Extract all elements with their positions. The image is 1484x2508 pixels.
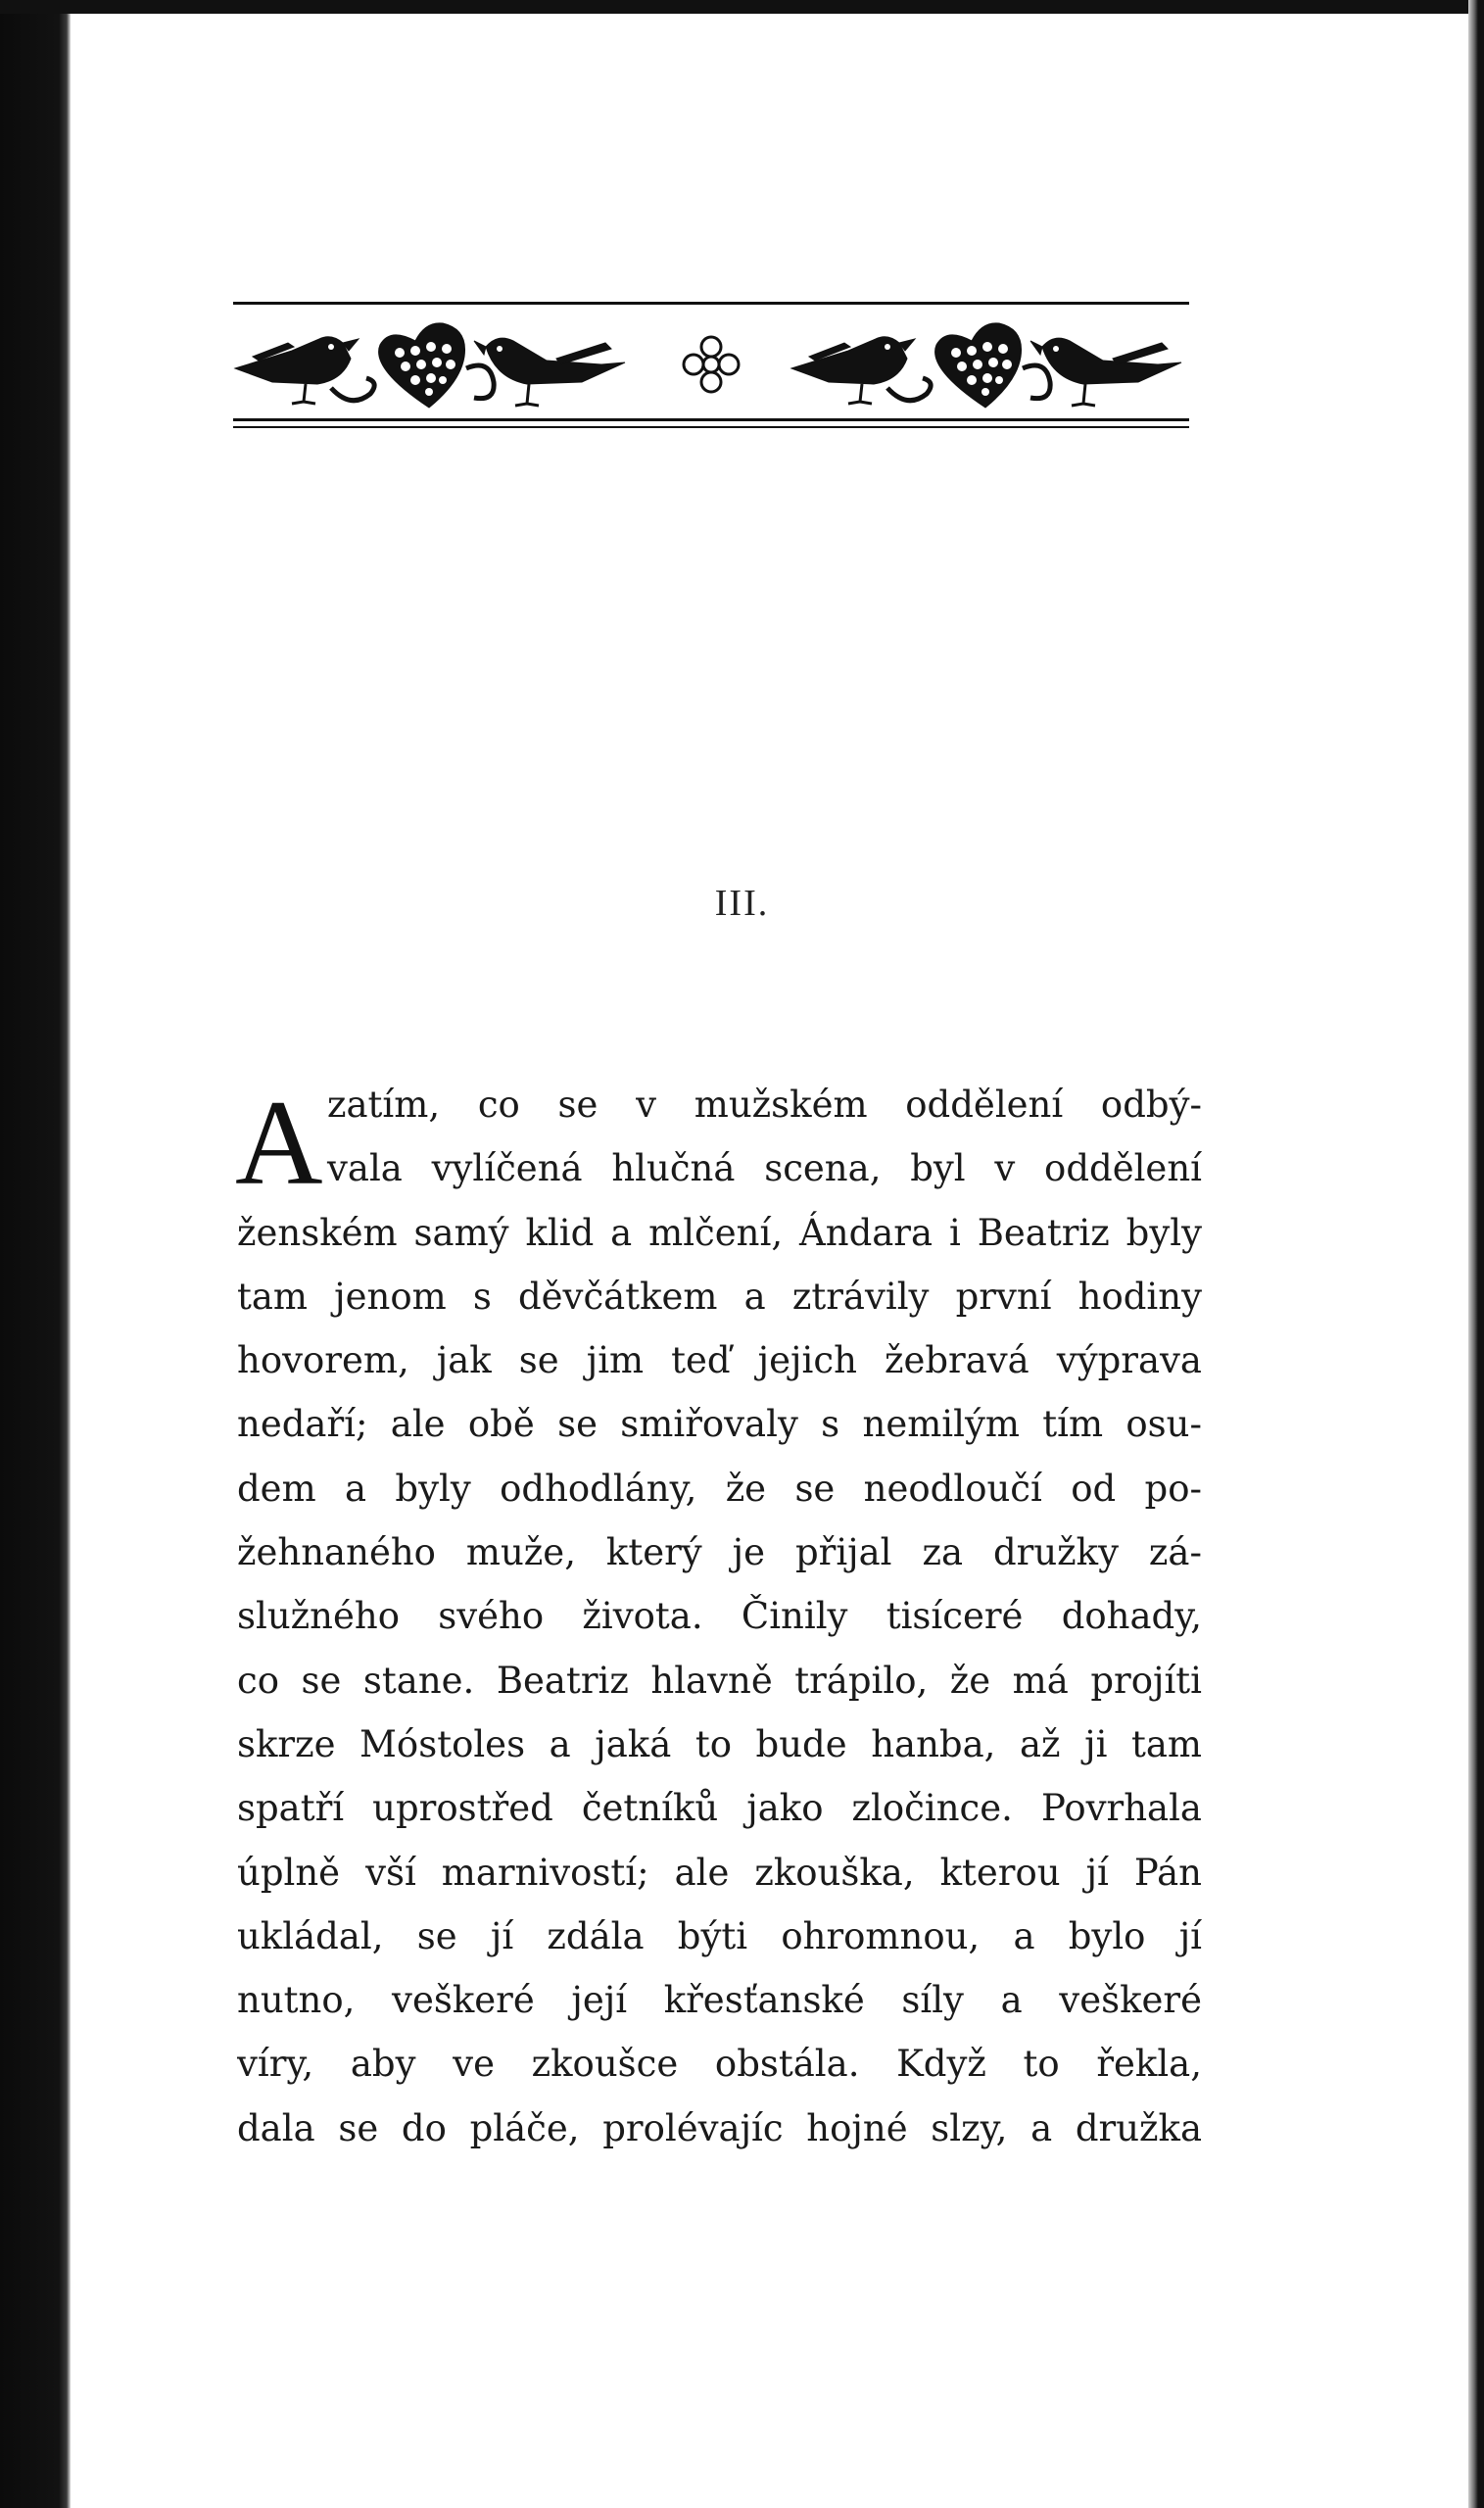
- bird-heart-motif-left: [235, 323, 625, 408]
- scan-edge-top: [0, 0, 1484, 14]
- text-line: ukládal, se jí zdála býti ohromnou, a bylo jí: [237, 1914, 1202, 1957]
- drop-cap: A: [235, 1076, 323, 1210]
- decorative-headpiece: [233, 300, 1189, 437]
- text-line: dala se do pláče, prolévajíc hojné slzy, a družka: [237, 2106, 1202, 2149]
- ornament-bottom-rule-thin: [233, 426, 1189, 428]
- text-line: ženském samý klid a mlčení, Ándara i Beatriz byly: [237, 1211, 1202, 1254]
- text-line: co se stane. Beatriz hlavně trápilo, že má projíti: [237, 1659, 1202, 1702]
- text-line: tam jenom s děvčátkem a ztrávily první hodiny: [237, 1275, 1202, 1318]
- text-line: nutno, veškeré její křesťanské síly a veškeré: [237, 1979, 1202, 2022]
- text-line: úplně vší marnivostí; ale zkouška, kterou jí Pán: [237, 1851, 1202, 1894]
- scan-edge-left: [0, 0, 71, 2508]
- text-line: skrze Móstoles a jaká to bude hanba, až ji tam: [237, 1722, 1202, 1765]
- text-line: zatím, co se v mužském oddělení odbý-: [327, 1084, 1202, 1126]
- text-line: dem a byly odhodlány, že se neodloučí od po-: [237, 1467, 1202, 1510]
- text-line: spatří uprostřed četníků jako zločince. Povrhala: [237, 1787, 1202, 1830]
- chapter-heading: III.: [714, 883, 770, 924]
- text-line: víry, aby ve zkoušce obstála. Když to řekla,: [237, 2043, 1202, 2086]
- flower-ornament: [684, 337, 739, 392]
- text-line: žehnaného muže, který je přijal za družky zá-: [237, 1531, 1202, 1574]
- text-line: služného svého života. Činily tisíceré dohady,: [237, 1595, 1202, 1638]
- body-text: [237, 1073, 1202, 2160]
- text-line: hovorem, jak se jim teď jejich žebravá výprava: [237, 1339, 1202, 1382]
- bird-heart-motif-right: [791, 323, 1181, 408]
- text-line: vala vylíčená hlučná scena, byl v oddělení: [327, 1147, 1202, 1190]
- ornament-bottom-rule: [233, 418, 1189, 421]
- text-line: nedaří; ale obě se smiřovaly s nemilým tím osu-: [237, 1403, 1202, 1446]
- ornament-top-rule: [233, 302, 1189, 305]
- scan-edge-right: [1468, 0, 1484, 2508]
